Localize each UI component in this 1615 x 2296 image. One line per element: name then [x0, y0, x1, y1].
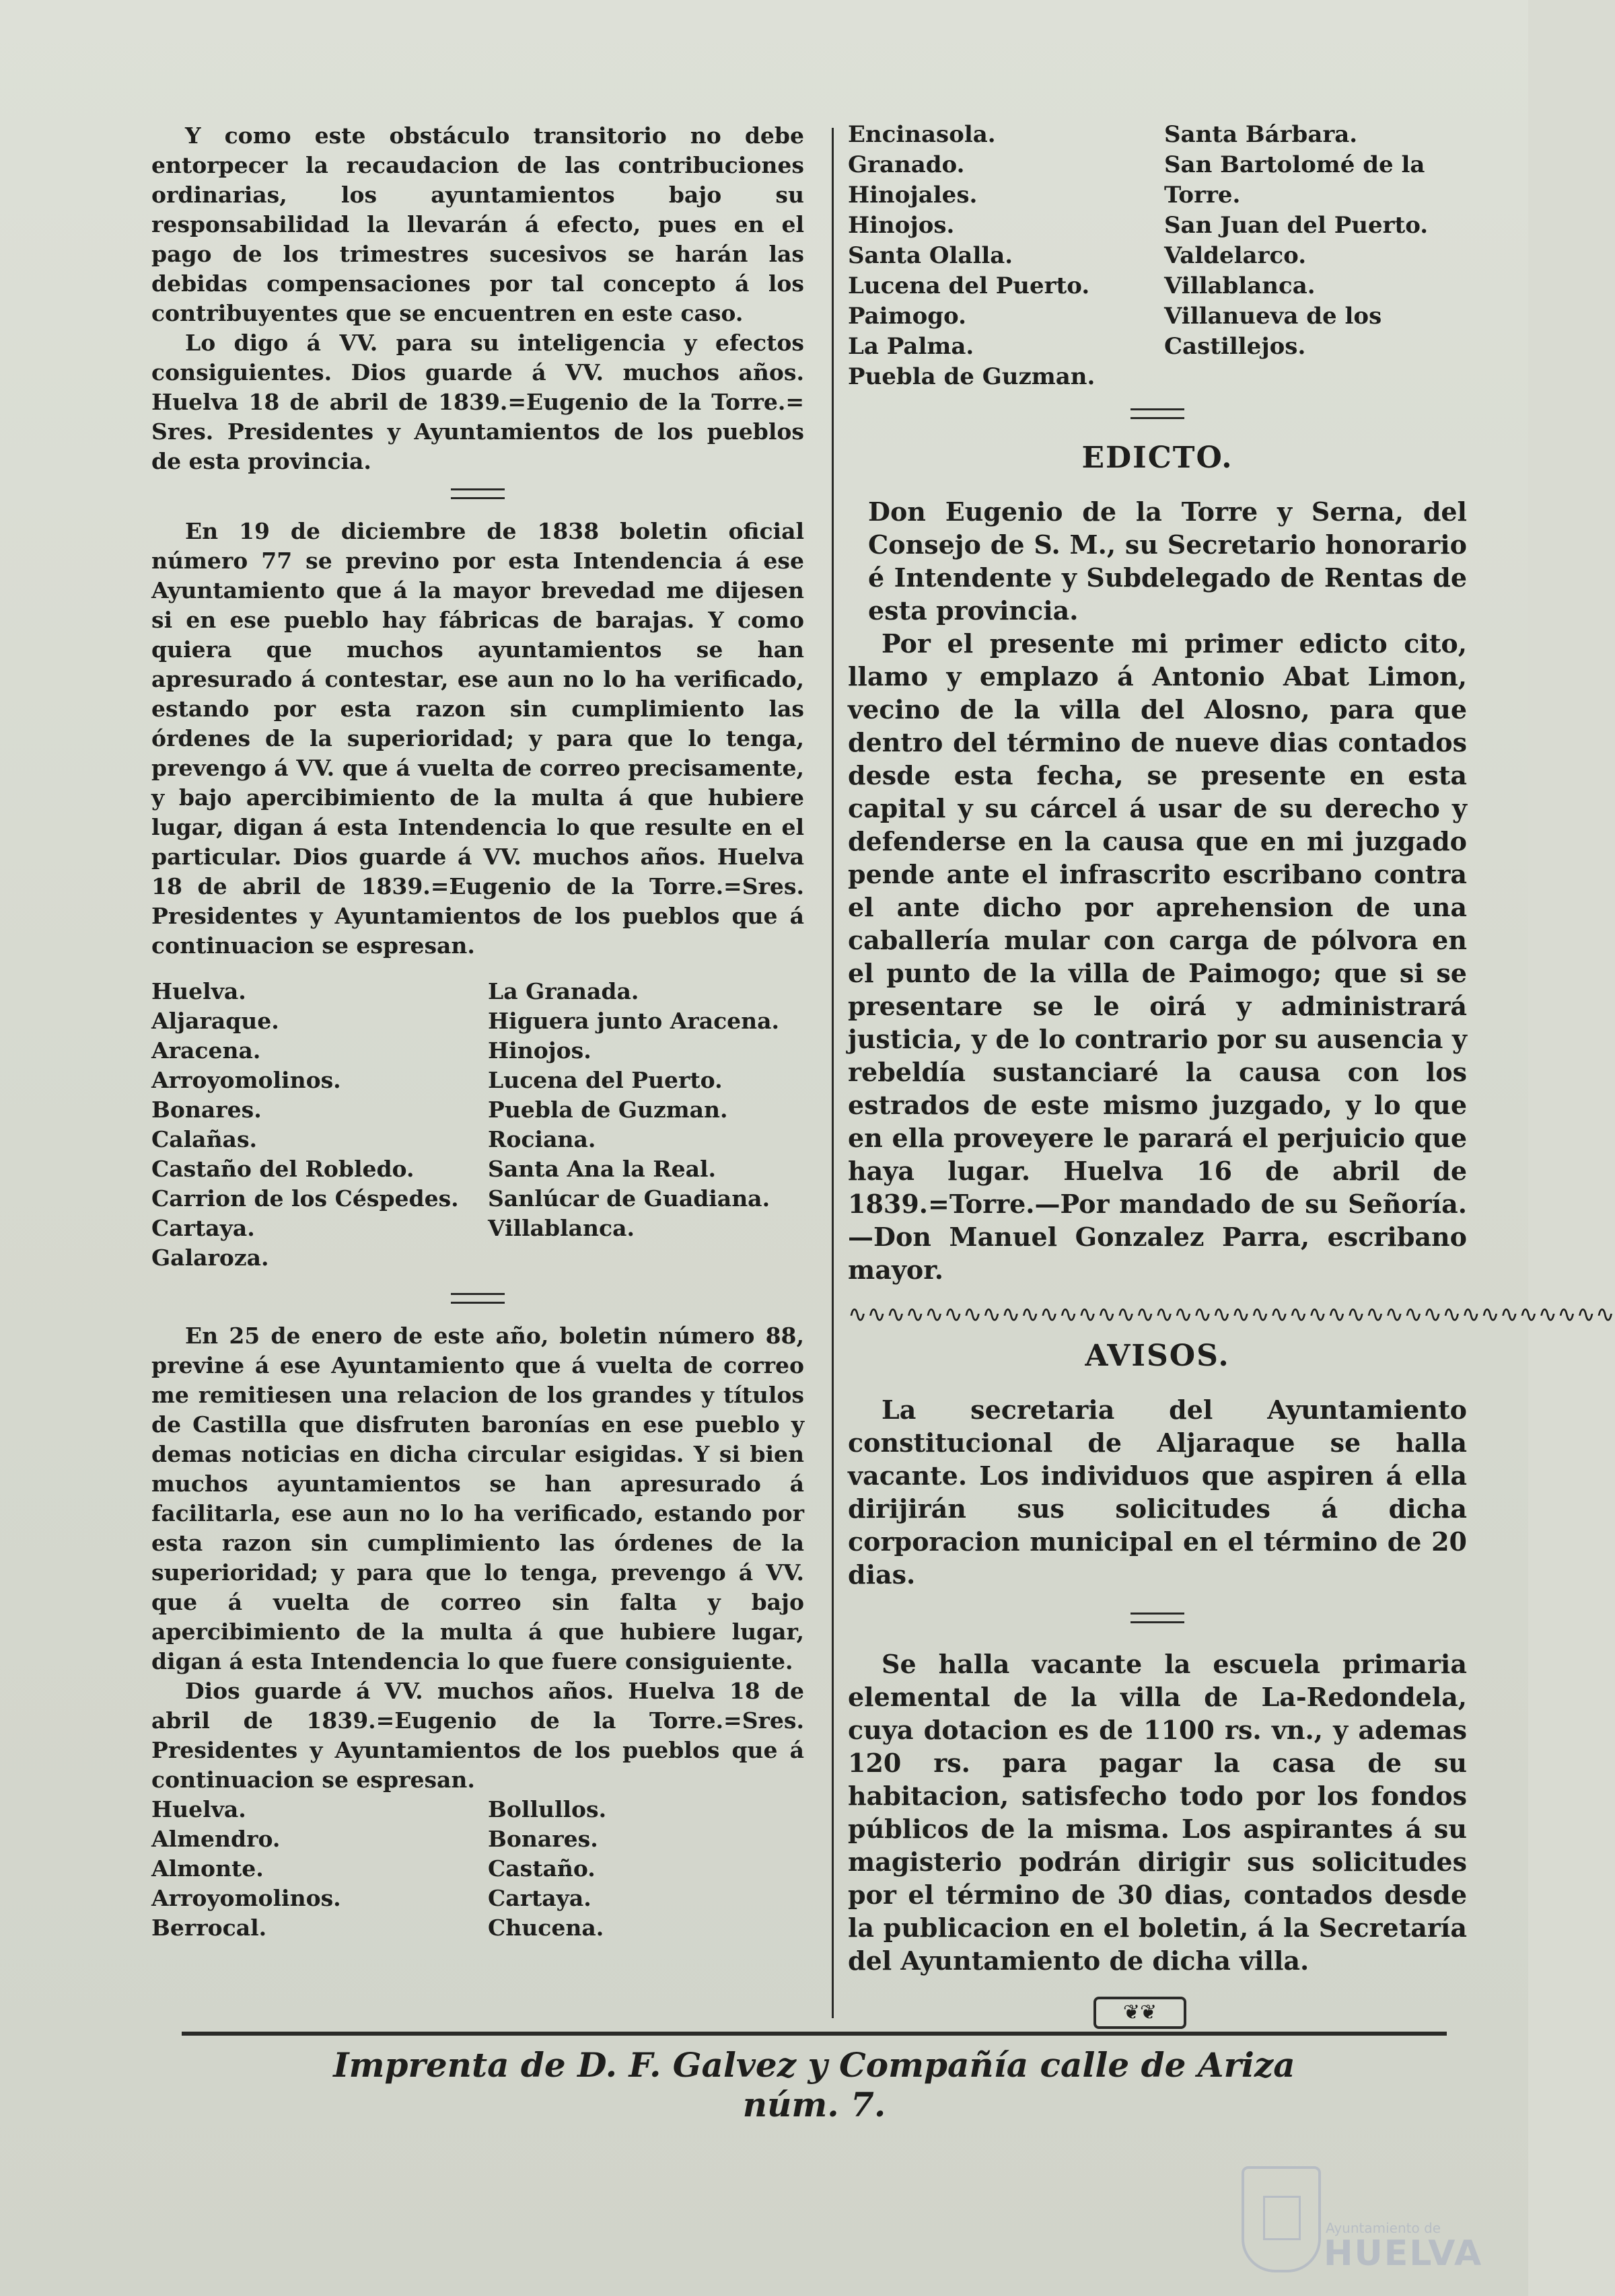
town-item: Cartaya.: [151, 1215, 255, 1241]
town-item: San Bartolomé de la Torre.: [1164, 151, 1425, 209]
paragraph-barajas: En 19 de diciembre de 1838 boletin oficial número 77 se previno por esta Intendencia á ese Ayuntamiento que á la mayor brevedad me dijesen si en ese pueblo hay fábricas de barajas. Y como quiera que muchos ayuntamientos se han apresurado á contestar, ese aun no lo ha verificado, estando por esta razon sin cumplimiento las órdenes de la superioridad; y para que lo tenga, prevengo á VV. que á vuelta de correo precisamente, y bajo apercibimiento de la multa á que hubiere lugar, digan á esta Intendencia lo que resulte en el particular. Dios guarde á VV. muchos años. Huelva 18 de abril de 1839.=Eugenio de la Torre.=Sres. Presidentes y Ayuntamientos de los pueblos que á continuacion se espresan.: [151, 518, 804, 959]
left-column: [151, 121, 804, 1943]
edicto-intro: Don Eugenio de la Torre y Serna, del Consejo de S. M., su Secretario honorario é Intendente y Subdelegado de Rentas de esta provincia.: [868, 496, 1467, 626]
town-item: Castaño del Robledo.: [151, 1156, 415, 1182]
town-item: La Palma.: [848, 333, 974, 360]
town-item: Puebla de Guzman.: [848, 363, 1096, 390]
town-list-barajas: [151, 977, 804, 1273]
footer-rule: [182, 2032, 1447, 2036]
town-item: Aracena.: [151, 1037, 261, 1064]
edicto-body: Por el presente mi primer edicto cito, llamo y emplazo á Antonio Abat Limon, vecino de la villa del Alosno, para que dentro del término de nueve dias contados desde esta fecha, se presente en esta capital y su cárcel á usar de su derecho y defenderse en la causa que en mi juzgado pende ante el infrascrito escribano contra el ante dicho por aprehension de una caballería mular con carga de pólvora en el punto de la villa de Paimogo; que si se presentare se le oirá y administrará justicia, y de lo contrario por su ausencia y rebeldía sustanciaré la causa con los estrados de este mismo juzgado, y lo que en ella proveyere le parará el perjuicio que haya lugar. Huelva 16 de abril de 1839.=Torre.—Por mandado de su Señoría.—Don Manuel Gonzalez Parra, escribano mayor.: [848, 628, 1467, 1285]
ornamental-rule: ∿∿∿∿∿∿∿∿∿∿∿∿∿∿∿∿∿∿∿∿∿∿∿∿∿∿∿∿∿∿∿∿∿∿∿∿∿∿∿∿: [848, 1301, 1615, 1328]
section-separator: [151, 488, 804, 502]
town-item: Higuera junto Aracena.: [488, 1008, 780, 1034]
paragraph-signature-2: Dios guarde á VV. muchos años. Huelva 18 de abril de 1839.=Eugenio de la Torre.=Sres. Presidentes y Ayuntamientos de los pueblos que á continuacion se espresan.: [151, 1678, 804, 1793]
paragraph-signature-1: Lo digo á VV. para su inteligencia y efectos consiguientes. Dios guarde á VV. muchos años. Huelva 18 de abril de 1839.=Eugenio de la Torre.= Sres. Presidentes y Ayuntamientos de los pueblos de esta provincia.: [151, 330, 804, 474]
paragraph-recaudacion: Y como este obstáculo transitorio no debe entorpecer la recaudacion de las contribuciones ordinarias, los ayuntamientos bajo su responsabilidad la llevarán á efecto, pues en el pago de los trimestres sucesivos se harán las debidas compensaciones por tal concepto á los contribuyentes que se encuentren en este caso.: [151, 122, 804, 326]
town-item: Hinojales.: [848, 182, 978, 209]
aviso-escuela: Se halla vacante la escuela primaria elemental de la villa de La-Redondela, cuya dotacion es de 1100 rs. vn., y ademas 120 rs. para pagar la casa de su habitacion, satisfecho todo por los fondos públicos de la misma. Los aspirantes á su magisterio podrán dirigir sus solicitudes por el término de 30 dias, contados desde la publicacion en el boletin, á la Secretaría del Ayuntamiento de dicha villa.: [848, 1649, 1467, 1976]
section-separator: [151, 1293, 804, 1306]
town-item: Paimogo.: [848, 303, 966, 330]
watermark-big-text: HUELVA: [1324, 2233, 1483, 2274]
town-item: Rociana.: [488, 1126, 596, 1152]
town-item: Valdelarco.: [1164, 242, 1307, 269]
town-list-column: [151, 1795, 468, 1943]
printer-imprint: Imprenta de D. F. Galvez y Compañía calle de Ariza núm. 7.: [333, 2045, 1295, 2124]
aviso-secretaria: La secretaria del Ayuntamiento constitucional de Aljaraque se halla vacante. Los individuos que aspiren á ella dirijirán sus solicitudes á dicha corporacion municipal en el término de 20 dias.: [848, 1395, 1467, 1590]
town-item: Villanueva de los Castillejos.: [1164, 303, 1382, 360]
town-item: Cartaya.: [488, 1885, 591, 1911]
fleuron-ornament: ❦❦: [1093, 1997, 1186, 2029]
town-item: Hinojos.: [488, 1037, 591, 1064]
town-item: Huelva.: [151, 1796, 246, 1822]
crest-icon: [1242, 2166, 1321, 2272]
watermark-small-text: Ayuntamiento de: [1326, 2220, 1441, 2236]
archive-watermark: [1242, 2159, 1497, 2274]
town-item: Almonte.: [151, 1855, 264, 1882]
town-item: Bonares.: [488, 1826, 598, 1852]
town-item: Lucena del Puerto.: [848, 272, 1090, 299]
town-list-baronias: [151, 1795, 804, 1943]
town-item: Sanlúcar de Guadiana.: [488, 1185, 770, 1212]
town-item: Castaño.: [488, 1855, 596, 1882]
town-item: Almendro.: [151, 1826, 281, 1852]
town-item: Bollullos.: [488, 1796, 607, 1822]
column-divider: [832, 128, 834, 2018]
town-item: Berrocal.: [151, 1915, 267, 1941]
avisos-heading: AVISOS.: [1085, 1339, 1230, 1373]
town-item: Hinojos.: [848, 212, 955, 239]
town-list-column: [151, 977, 468, 1273]
town-item: Santa Bárbara.: [1164, 121, 1358, 148]
town-item: Carrion de los Céspedes.: [151, 1185, 459, 1212]
town-list-column: [1164, 120, 1467, 392]
town-item: Lucena del Puerto.: [488, 1067, 723, 1093]
town-list-column: [488, 1795, 804, 1943]
town-item: Puebla de Guzman.: [488, 1097, 728, 1123]
town-item: San Juan del Puerto.: [1164, 212, 1429, 239]
town-item: Huelva.: [151, 978, 246, 1004]
town-item: Santa Olalla.: [848, 242, 1013, 269]
section-separator: [848, 1613, 1467, 1626]
town-item: Encinasola.: [848, 121, 996, 148]
town-item: La Granada.: [488, 978, 639, 1004]
town-item: Chucena.: [488, 1915, 604, 1941]
section-separator: [848, 408, 1467, 422]
town-list-column: [488, 977, 804, 1273]
town-item: Bonares.: [151, 1097, 262, 1123]
edicto-heading: EDICTO.: [1081, 441, 1233, 475]
town-list-continued: [848, 120, 1467, 392]
paragraph-baronias: En 25 de enero de este año, boletin número 88, previne á ese Ayuntamiento que á vuelta de correo me remitiesen una relacion de los grandes y títulos de Castilla que disfruten baronías en ese pueblo y demas noticias en dicha circular esigidas. Y si bien muchos ayuntamientos se han apresurado á facilitarla, ese aun no lo ha verificado, estando por esta razon sin cumplimiento las órdenes de la superioridad; y para que lo tenga, prevengo á VV. que á vuelta de correo sin falta y bajo apercibimiento de la multa á que hubiere lugar, digan á esta Intendencia lo que fuere consiguiente.: [151, 1323, 804, 1674]
town-item: Granado.: [848, 151, 965, 178]
town-list-column: [848, 120, 1164, 392]
town-item: Arroyomolinos.: [151, 1885, 341, 1911]
town-item: Arroyomolinos.: [151, 1067, 341, 1093]
town-item: Galaroza.: [151, 1245, 269, 1271]
town-item: Santa Ana la Real.: [488, 1156, 717, 1182]
town-item: Aljaraque.: [151, 1008, 279, 1034]
town-item: Villablanca.: [488, 1215, 635, 1241]
town-item: Villablanca.: [1164, 272, 1316, 299]
town-item: Calañas.: [151, 1126, 258, 1152]
right-column: [848, 120, 1615, 1977]
